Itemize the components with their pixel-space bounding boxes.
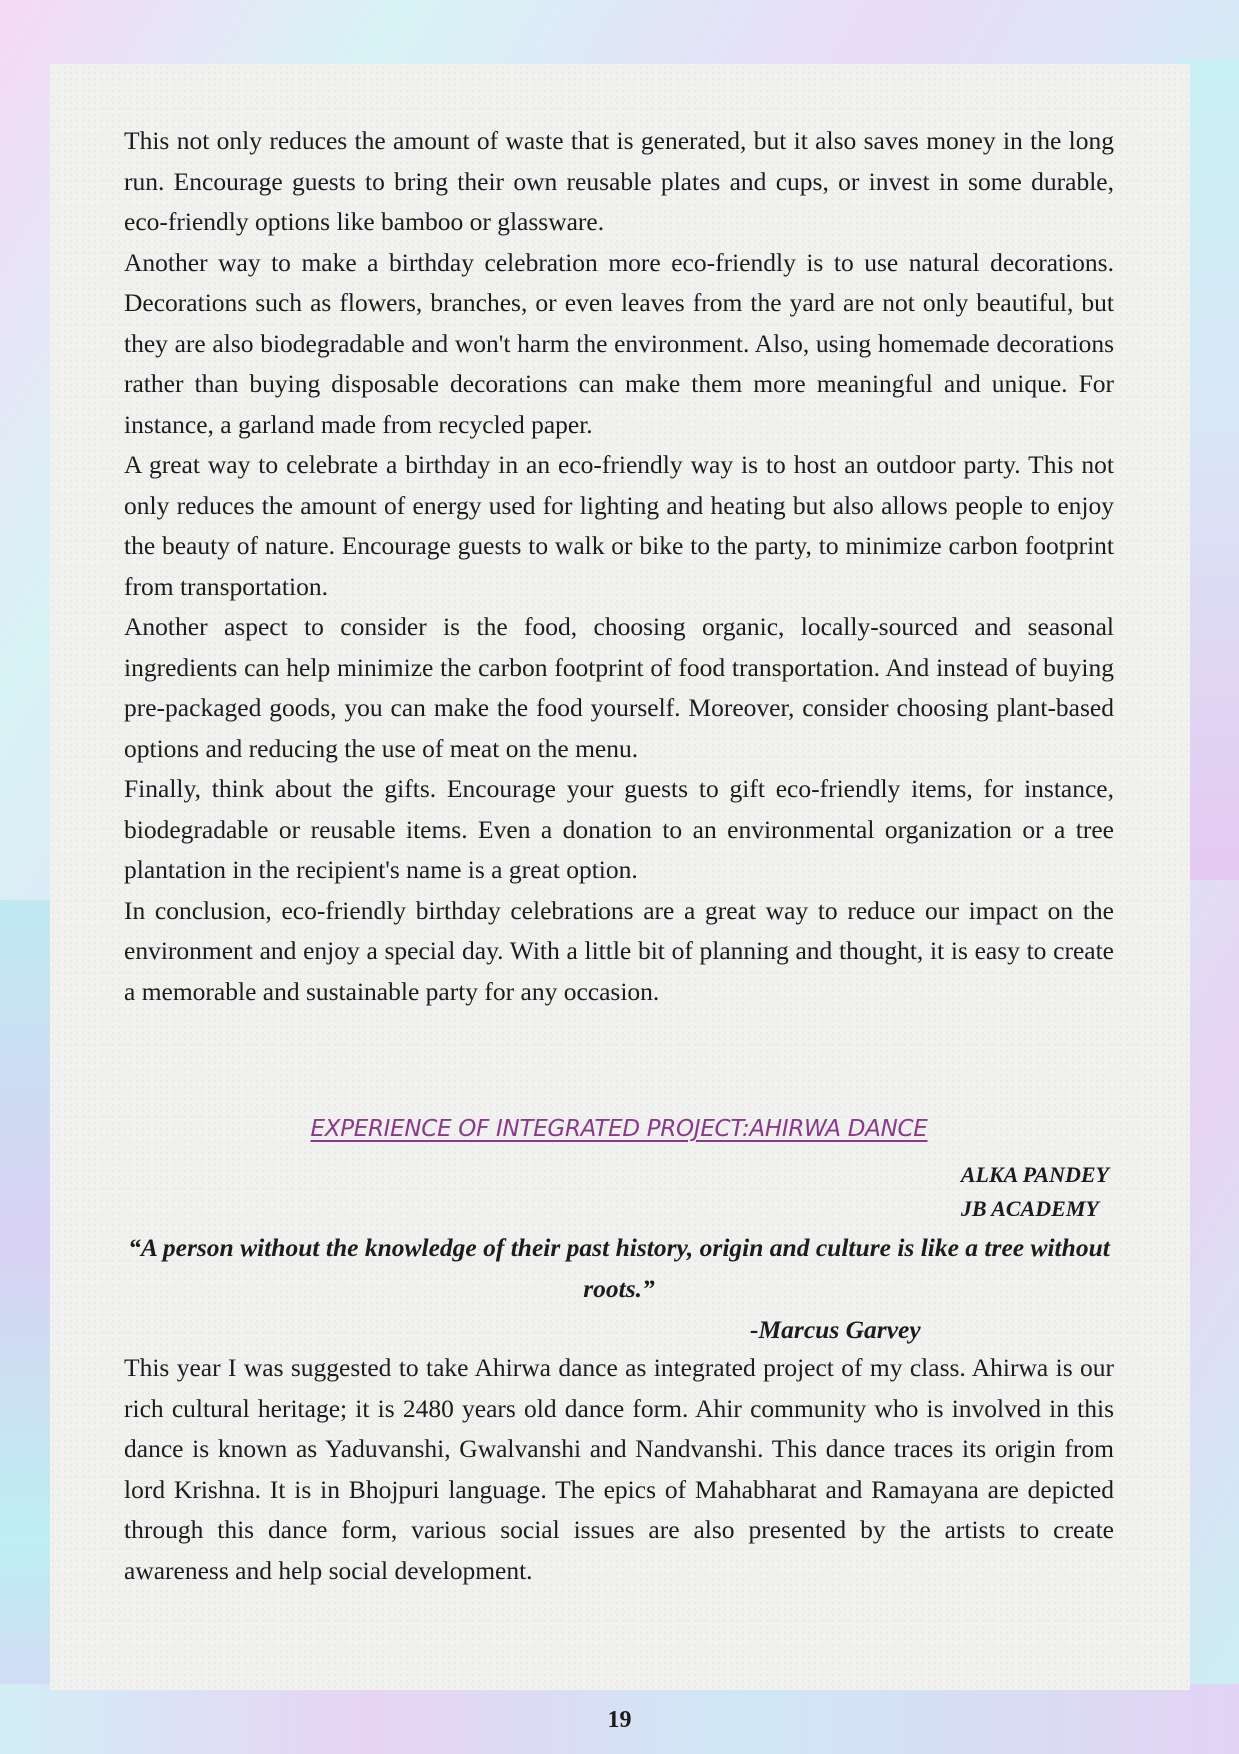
epigraph-quote: “A person without the knowledge of their past history, origin and culture is like a tree without roots.”	[128, 1233, 1110, 1303]
paragraph: Another aspect to consider is the food, choosing organic, locally-sourced and seasonal ingredients can help minimize the carbon footprint of food transportation. And instead of buying pre-packaged goods, you can make the food yourself. Moreover, consider choosing plant-based options and reducing the use of meat on the menu.	[124, 612, 1114, 763]
page-number: 19	[607, 1707, 632, 1733]
paragraph: In conclusion, eco-friendly birthday celebrations are a great way to reduce our impact on the environment and enjoy a special day. With a little bit of planning and thought, it is easy to create a memorable and sustainable party for any occasion.	[124, 895, 1114, 1006]
epigraph-author: -Marcus Garvey	[750, 1315, 921, 1344]
paragraph: Another way to make a birthday celebration more eco-friendly is to use natural decorations. Decorations such as flowers, branches, or even leaves from the yard are not only beautiful, but they are also biodegradable and won't harm the environment. Also, using homemade decorations rather than buying disposable decorations can make them more meaningful and unique. For instance, a garland made from recycled paper.	[124, 247, 1114, 439]
paragraph: A great way to celebrate a birthday in an eco-friendly way is to host an outdoor party. This not only reduces the amount of energy used for lighting and heating but also allows people to enjoy the beauty of nature. Encourage guests to walk or bike to the party, to minimize carbon footprint from transportation.	[124, 450, 1114, 601]
paragraph: This not only reduces the amount of waste that is generated, but it also saves money in the long run. Encourage guests to bring their own reusable plates and cups, or invest in some durable, eco-friendly options like bamboo or glassware.	[124, 126, 1114, 236]
ahirwa-article-body	[124, 1348, 1114, 1591]
eco-birthday-article	[124, 121, 1114, 1012]
paragraph: Finally, think about the gifts. Encourage your guests to gift eco-friendly items, for instance, biodegradable or reusable items. Even a donation to an environmental organization or a tree plantation in the recipient's name is a great option.	[124, 774, 1114, 884]
author-block	[961, 1158, 1109, 1226]
article-heading: EXPERIENCE OF INTEGRATED PROJECT:AHIRWA DANCE	[310, 1116, 928, 1142]
paragraph: This year I was suggested to take Ahirwa dance as integrated project of my class. Ahirwa is our rich cultural heritage; it is 2480 years old dance form. Ahir community who is involved in this dance is known as Yaduvanshi, Gwalvanshi and Nandvanshi. This dance traces its origin from lord Krishna. It is in Bhojpuri language. The epics of Mahabharat and Ramayana are depicted through this dance form, various social issues are also presented by the artists to create awareness and help social development.	[124, 1353, 1114, 1585]
author-name: ALKA PANDEY	[960, 1162, 1109, 1187]
author-school: JB ACADEMY	[960, 1196, 1099, 1221]
